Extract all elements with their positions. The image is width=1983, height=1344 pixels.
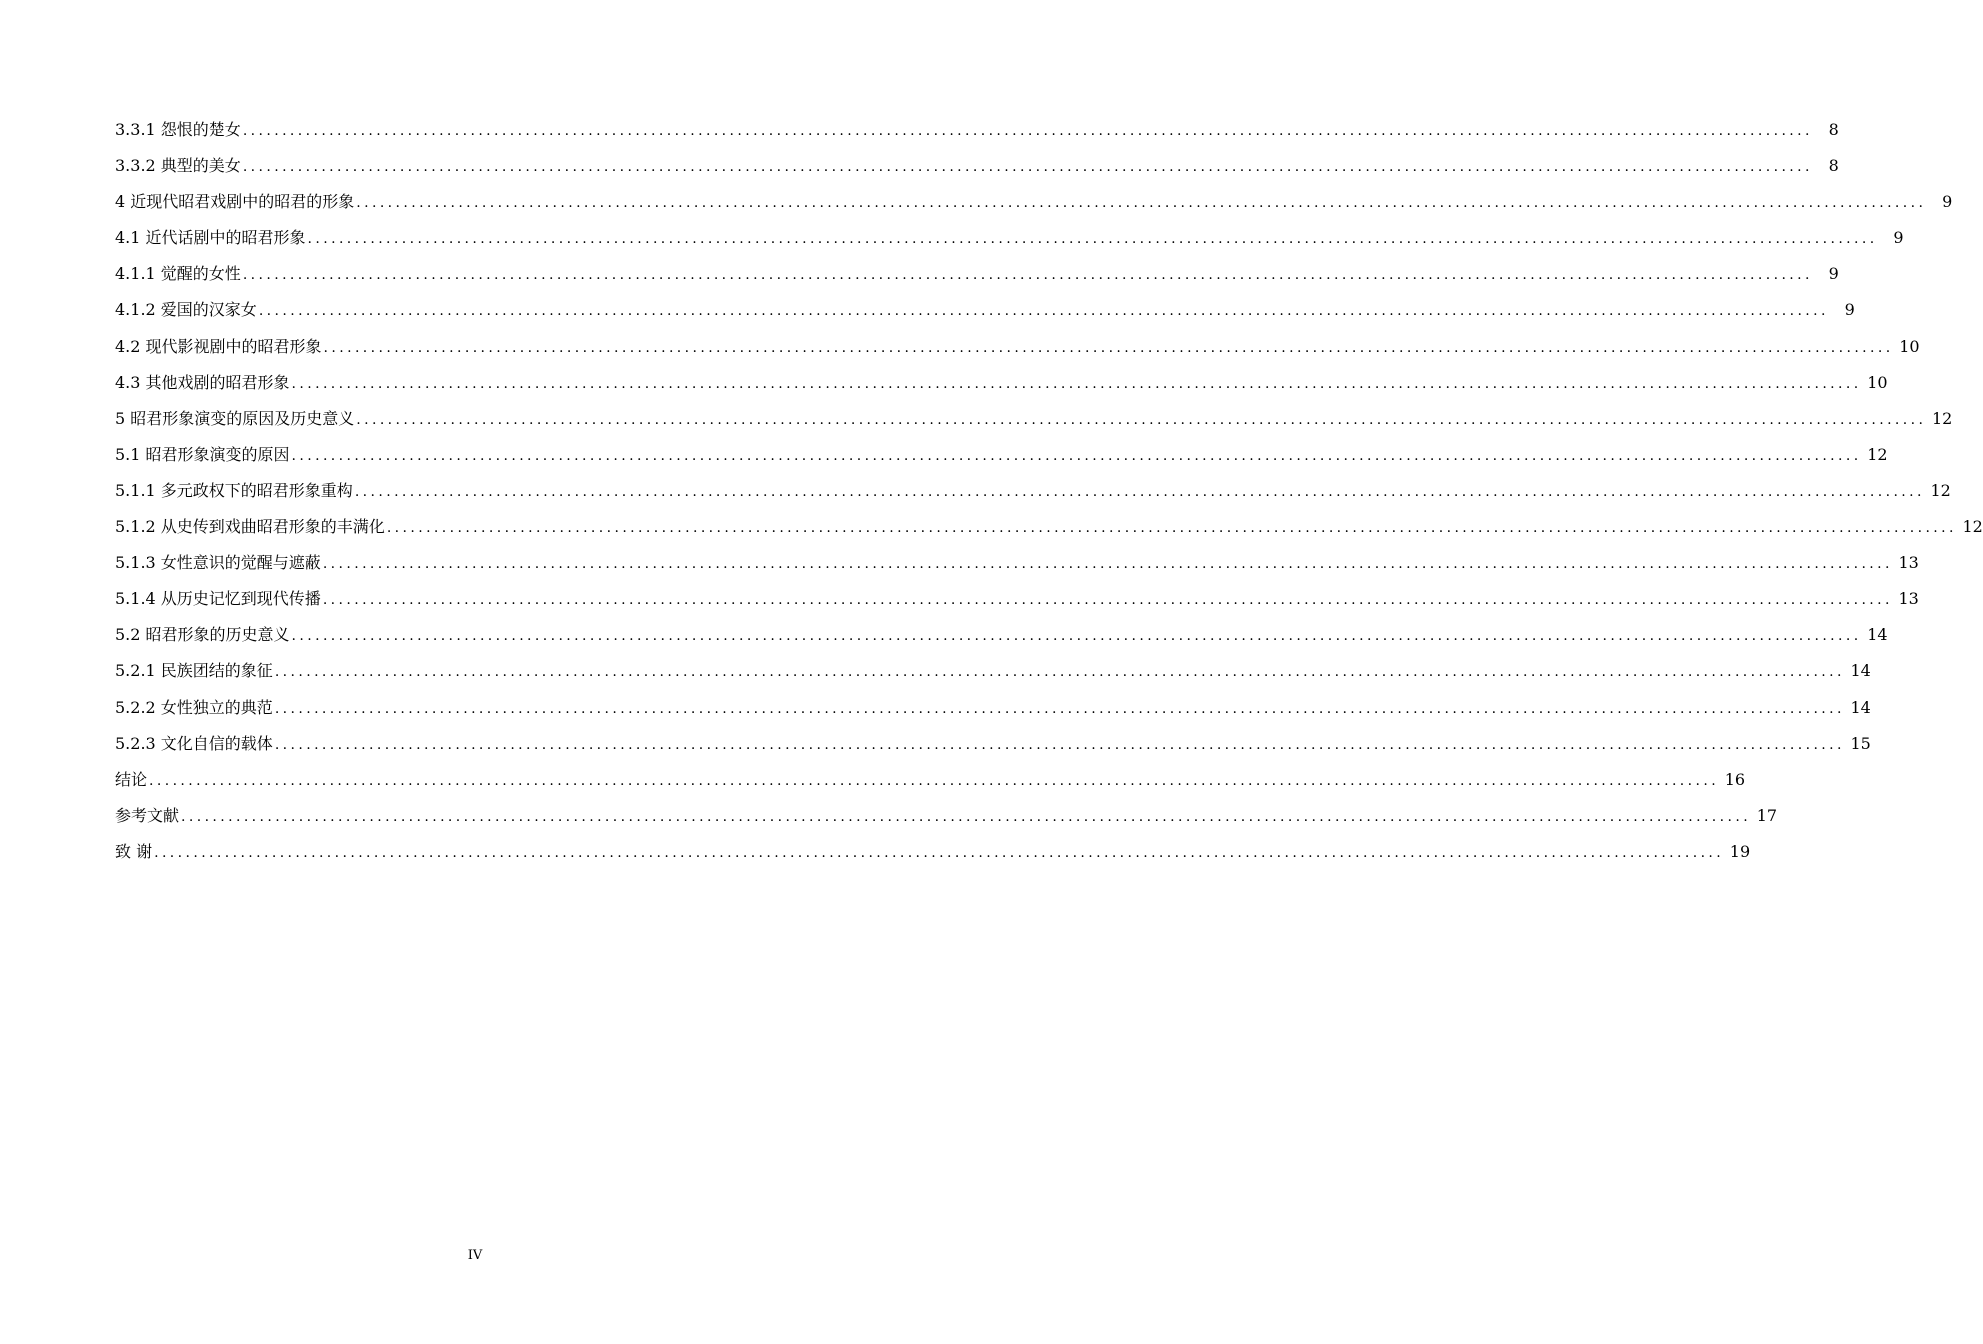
dot-leader: ........................................................................................................................................................................................................	[149, 772, 1720, 789]
dot-leader: ........................................................................................................................................................................................................	[181, 808, 1752, 825]
dot-leader: ........................................................................................................................................................................................................	[274, 736, 1845, 753]
dot-leader: ........................................................................................................................................................................................................	[291, 375, 1862, 392]
toc-entry-page: 8	[1828, 120, 1839, 139]
toc-entry[interactable]	[115, 621, 1888, 657]
toc-entry-page: 17	[1756, 805, 1778, 825]
page-number: IV	[467, 1248, 483, 1263]
toc-entry-page: 13	[1898, 589, 1919, 609]
toc-entry-page: 13	[1898, 553, 1919, 573]
toc-entry[interactable]	[115, 405, 1953, 441]
toc-entry-page: 14	[1867, 625, 1888, 645]
toc-entry[interactable]	[115, 657, 1871, 693]
dot-leader: ........................................................................................................................................................................................................	[307, 231, 1878, 248]
toc-entry[interactable]	[115, 766, 1746, 802]
dot-leader: ........................................................................................................................................................................................................	[258, 303, 1829, 320]
toc-entry-page: 14	[1850, 697, 1871, 717]
toc-entry[interactable]	[115, 260, 1839, 296]
toc-entry[interactable]	[115, 369, 1888, 405]
toc-entry-page: 10	[1899, 336, 1920, 356]
toc-entry-label: 5.1 昭君形象演变的原因	[115, 444, 290, 464]
toc-entry-label: 4.2 现代影视剧中的昭君形象	[115, 336, 322, 356]
toc-entry-label: 4.3 其他戏剧的昭君形象	[115, 372, 290, 392]
dot-leader: ........................................................................................................................................................................................................	[323, 339, 1894, 356]
toc-entry-label: 4.1.2 爱国的汉家女	[115, 300, 257, 320]
toc-entry[interactable]	[115, 224, 1904, 260]
toc-entry-page: 10	[1867, 372, 1888, 392]
toc-entry[interactable]	[115, 441, 1888, 477]
toc-entry-page: 15	[1850, 733, 1871, 753]
dot-leader: ........................................................................................................................................................................................................	[322, 592, 1893, 609]
toc-entry-label: 5.1.2 从史传到戏曲昭君形象的丰满化	[115, 517, 385, 537]
dot-leader: ........................................................................................................................................................................................................	[274, 664, 1845, 681]
toc-entry[interactable]	[115, 116, 1839, 152]
toc-entry-page: 9	[1942, 192, 1953, 212]
toc-entry[interactable]	[115, 802, 1778, 838]
dot-leader: ........................................................................................................................................................................................................	[154, 844, 1725, 861]
toc-entry[interactable]	[115, 477, 1951, 513]
toc-entry-label: 5.1.3 女性意识的觉醒与遮蔽	[115, 553, 321, 573]
toc-entry-label: 4 近现代昭君戏剧中的昭君的形象	[115, 192, 355, 212]
toc-entry-page: 9	[1828, 264, 1839, 284]
toc-entry[interactable]	[115, 188, 1953, 224]
toc-entry-page: 9	[1893, 228, 1904, 248]
toc-entry-label: 5 昭君形象演变的原因及历史意义	[115, 408, 355, 428]
toc-entry-label: 参考文献	[115, 805, 180, 825]
toc-entry-page: 12	[1867, 444, 1888, 464]
toc-entry[interactable]	[115, 730, 1871, 766]
toc-entry[interactable]	[115, 296, 1855, 332]
toc-entry-label: 5.1.4 从历史记忆到现代传播	[115, 589, 321, 609]
toc-entry-page: 12	[1931, 408, 1953, 428]
dot-leader: ........................................................................................................................................................................................................	[356, 195, 1927, 212]
toc-entry[interactable]	[115, 513, 1983, 549]
toc-entry-page: 8	[1828, 156, 1839, 176]
dot-leader: ........................................................................................................................................................................................................	[242, 159, 1813, 176]
toc-entry-label: 3.3.2 典型的美女	[115, 156, 241, 176]
table-of-contents	[115, 116, 1983, 874]
dot-leader: ........................................................................................................................................................................................................	[322, 556, 1893, 573]
toc-entry[interactable]	[115, 333, 1920, 369]
toc-entry-page: 12	[1930, 480, 1951, 500]
dot-leader: ........................................................................................................................................................................................................	[291, 447, 1862, 464]
toc-entry-page: 19	[1729, 841, 1751, 861]
toc-entry[interactable]	[115, 152, 1839, 188]
toc-entry[interactable]	[115, 549, 1919, 585]
toc-entry-label: 5.2 昭君形象的历史意义	[115, 625, 290, 645]
dot-leader: ........................................................................................................................................................................................................	[291, 628, 1862, 645]
toc-entry[interactable]	[115, 585, 1919, 621]
toc-entry-label: 5.2.3 文化自信的载体	[115, 733, 273, 753]
toc-entry-page: 14	[1850, 661, 1871, 681]
dot-leader: ........................................................................................................................................................................................................	[386, 520, 1957, 537]
toc-entry-label: 5.1.1 多元政权下的昭君形象重构	[115, 480, 353, 500]
dot-leader: ........................................................................................................................................................................................................	[354, 483, 1925, 500]
dot-leader: ........................................................................................................................................................................................................	[242, 267, 1813, 284]
toc-entry-label: 4.1.1 觉醒的女性	[115, 264, 241, 284]
toc-entry-label: 3.3.1 怨恨的楚女	[115, 120, 241, 139]
dot-leader: ........................................................................................................................................................................................................	[274, 700, 1845, 717]
dot-leader: ........................................................................................................................................................................................................	[356, 411, 1927, 428]
toc-entry-label: 4.1 近代话剧中的昭君形象	[115, 228, 306, 248]
toc-entry-page: 16	[1724, 769, 1746, 789]
toc-entry-page: 9	[1844, 300, 1855, 320]
toc-entry-page: 12	[1962, 517, 1983, 537]
toc-entry[interactable]	[115, 838, 1751, 874]
dot-leader: ........................................................................................................................................................................................................	[242, 123, 1813, 139]
toc-entry-label: 5.2.2 女性独立的典范	[115, 697, 273, 717]
toc-entry[interactable]	[115, 694, 1871, 730]
toc-entry-label: 致 谢	[115, 841, 153, 861]
toc-entry-label: 5.2.1 民族团结的象征	[115, 661, 273, 681]
toc-entry-label: 结论	[115, 769, 148, 789]
